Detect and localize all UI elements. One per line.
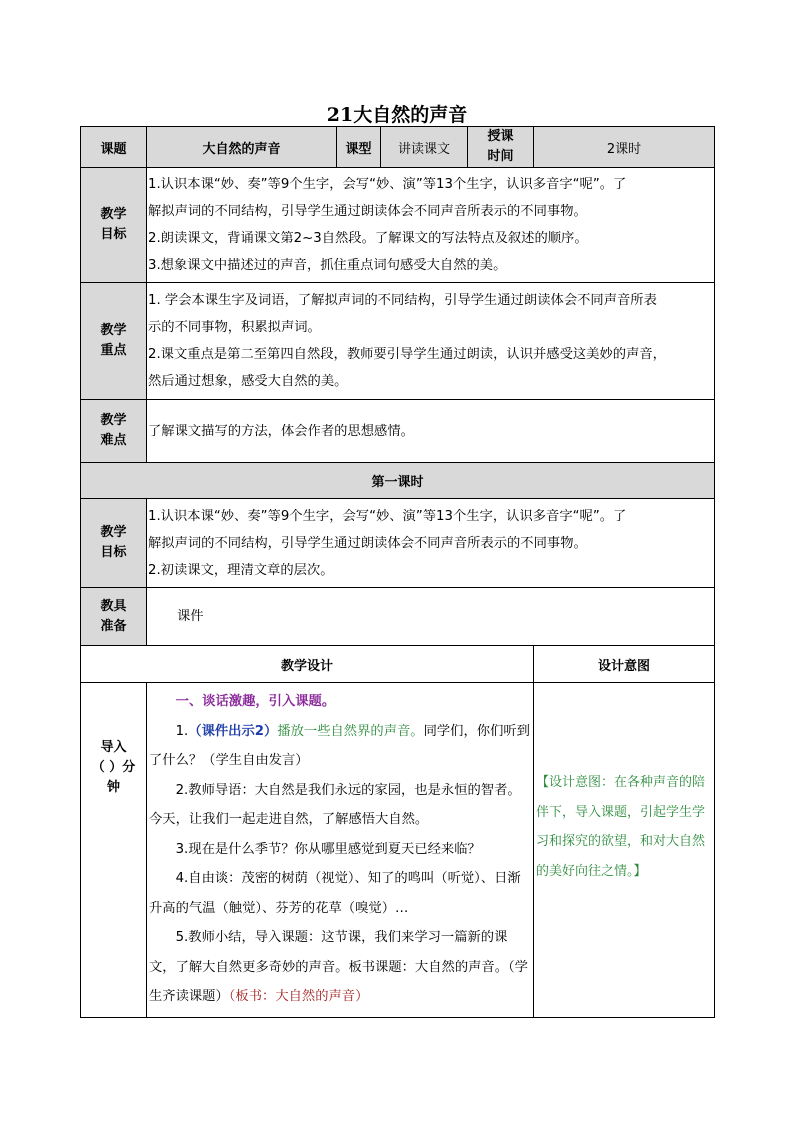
intro-intent: 【设计意图：在各种声音的陪伴下，导入课题，引起学生学习和探究的欲望，和对大自然的美好向往之情。】 <box>534 683 715 1018</box>
design-header: 教学设计 <box>81 646 534 683</box>
intro-step-4: 4.自由谈：茂密的树荫（视觉）、知了的鸣叫（听觉）、日渐升高的气温（触觉）、芬芳的花草（嗅觉）… <box>149 871 521 916</box>
intro-step-3: 3.现在是什么季节？你从哪里感觉到夏天已经来临？ <box>175 841 481 857</box>
goals-line: 1.认识本课“妙、奏”等9个生字，会写“妙、演”等13个生字，认识多音字“呢”。了 <box>148 177 627 192</box>
page-title: 21大自然的声音 <box>326 104 468 126</box>
difficulties-label-line1: 教学 <box>100 413 127 428</box>
intro-step-5 <box>149 923 531 1012</box>
goals-content <box>147 168 715 283</box>
goals-label <box>81 168 147 283</box>
key-points-label <box>81 283 147 400</box>
intro-step-5-text: 5.教师小结，导入课题：这节课，我们来学习一篇新的课文，了解大自然更多奇妙的声音。板书课题：大自然的声音。（学生齐读课题） <box>149 930 528 1004</box>
lesson1-goals-content <box>147 499 715 588</box>
goals-label-line2: 目标 <box>100 227 127 242</box>
intro-label-line2: （ ）分 <box>91 760 136 775</box>
type-label: 课型 <box>337 127 381 168</box>
course-value: 大自然的声音 <box>147 127 337 168</box>
time-value: 2课时 <box>534 127 715 168</box>
intro-label <box>81 683 147 1018</box>
intro-step-1-sound: 播放一些自然界的声音。 <box>277 723 424 739</box>
intro-label-line1: 导入 <box>100 740 127 755</box>
key-points-label-line2: 重点 <box>100 343 127 358</box>
intent-header: 设计意图 <box>534 646 715 683</box>
goals-row <box>81 168 715 283</box>
intro-step-1 <box>149 717 531 776</box>
difficulties-text: 了解课文描写的方法，体会作者的思想感情。 <box>147 400 715 463</box>
time-label-line1: 授课 <box>487 129 514 144</box>
goals-line: 解拟声词的不同结构，引导学生通过朗读体会不同声音所表示的不同事物。 <box>148 204 587 219</box>
difficulties-row <box>81 400 715 463</box>
info-row <box>81 127 715 168</box>
difficulties-label <box>81 400 147 463</box>
goals-line: 2.朗读课文，背诵课文第2~3自然段。了解课文的写法特点及叙述的顺序。 <box>148 231 588 246</box>
course-label: 课题 <box>81 127 147 168</box>
intro-step-1-courseware: （课件出示2） <box>188 723 278 739</box>
lesson1-goals-label-line2: 目标 <box>100 545 127 560</box>
lesson1-goals-label <box>81 499 147 588</box>
tools-text: 课件 <box>147 588 715 646</box>
key-points-label-line1: 教学 <box>100 323 127 338</box>
tools-row <box>81 588 715 646</box>
intro-label-line3: 钟 <box>106 780 120 795</box>
key-points-content <box>147 283 715 400</box>
key-points-line: 2.课文重点是第二至第四自然段，教师要引导学生通过朗读，认识并感受这美妙的声音， <box>148 347 666 362</box>
goals-label-line1: 教学 <box>100 207 127 222</box>
goals-line: 3.想象课文中描述过的声音，抓住重点词句感受大自然的美。 <box>148 258 507 273</box>
lesson1-header-row <box>81 463 715 499</box>
lesson1-header: 第一课时 <box>81 463 715 499</box>
tools-label <box>81 588 147 646</box>
intro-step-1-num: 1. <box>175 723 189 739</box>
intro-design <box>147 683 534 1018</box>
lesson1-goals-row <box>81 499 715 588</box>
key-points-line: 然后通过想象，感受大自然的美。 <box>148 374 348 389</box>
time-label <box>468 127 534 168</box>
tools-label-line2: 准备 <box>100 618 127 634</box>
tools-label-line1: 教具 <box>100 598 127 614</box>
intro-step-2: 2.教师导语：大自然是我们永远的家园，也是永恒的智者。今天，让我们一起走进自然，了解感悟大自然。 <box>149 782 521 827</box>
intro-step-1-text: 同学们，你们听到了什么？（学生自由发言） <box>149 723 530 768</box>
intro-step-5-board: （板书：大自然的声音） <box>228 989 369 1004</box>
lesson1-goals-label-line1: 教学 <box>100 525 127 540</box>
time-label-line2: 时间 <box>487 149 514 164</box>
design-header-row <box>81 646 715 683</box>
lesson1-goals-line: 1.认识本课“妙、奏”等9个生字，会写“妙、演”等13个生字，认识多音字“呢”。了 <box>148 508 627 524</box>
intro-row <box>81 683 715 1018</box>
key-points-row <box>81 283 715 400</box>
lesson1-goals-line: 解拟声词的不同结构，引导学生通过朗读体会不同声音所表示的不同事物。 <box>148 535 587 551</box>
intro-heading: 一、谈话激趣，引入课题。 <box>175 694 336 709</box>
difficulties-label-line2: 难点 <box>100 433 127 448</box>
lesson1-goals-line: 2.初读课文，理清文章的层次。 <box>148 562 334 578</box>
type-value: 讲读课文 <box>381 127 468 168</box>
lesson-plan-table <box>80 126 714 1018</box>
key-points-line: 1. 学会本课生字及词语，了解拟声词的不同结构，引导学生通过朗读体会不同声音所表 <box>148 293 657 308</box>
key-points-line: 示的不同事物，积累拟声词。 <box>148 320 321 335</box>
